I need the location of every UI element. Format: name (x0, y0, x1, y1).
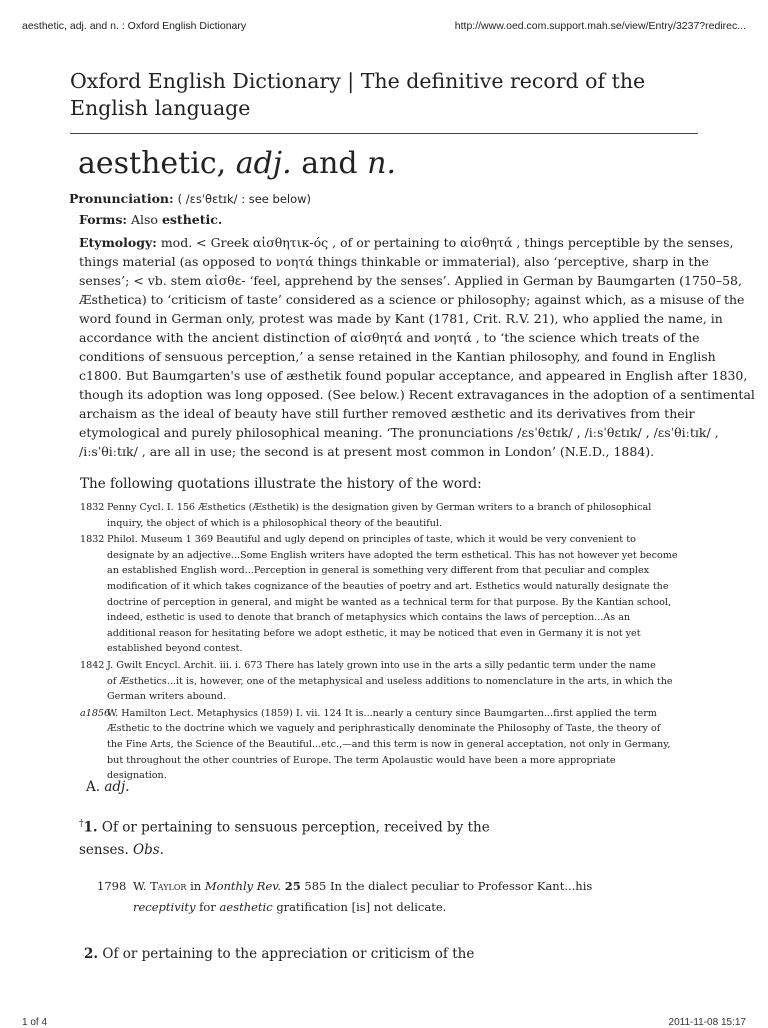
pronunciation (69, 191, 311, 206)
quotation-line: established beyond contest. (107, 643, 243, 655)
quotation-year: 1842 (80, 659, 105, 671)
sense-1 (79, 813, 490, 861)
quotation-source: Monthly Rev. (204, 879, 282, 893)
quotation-year: a1856 (80, 707, 111, 719)
headword (78, 146, 396, 181)
etymology-line: Etymology: mod. < Greek αἰσθητικ-ός , of or pertaining to αἰσθητά , things perceptible by the senses, (79, 235, 734, 250)
quotation-line: Penny Cycl. I. 156 Æsthetics (Æsthetik) is the designation given by German writers to a branch of philosophical (107, 502, 652, 513)
print-timestamp: 2011-11-08 15:17 (668, 1017, 746, 1028)
etymology-line: accordance with the ancient distinction of αἰσθητά and νοητά , to ‘the science which treats of the (79, 330, 700, 345)
quotation-volume: 25 (284, 879, 301, 893)
sense-1-definition-cont: senses. (79, 841, 129, 858)
sense-1-definition: Of or pertaining to sensuous perception, received by the (101, 819, 490, 836)
quotation-item (80, 658, 690, 705)
quotation-line: indeed, esthetic is used to denote that branch of metaphysics which contains the laws of perception...As an (107, 612, 631, 624)
quotations-list (80, 500, 690, 785)
pronunciation-value: ( /ɛsˈθɛtɪk/ : see below) (177, 192, 312, 206)
etymology-line: /iːsˈθiːtɪk/ , are all in use; the second is at present most common in London’ (N.E.D., 1884). (79, 444, 655, 459)
browser-url[interactable]: http://www.oed.com.support.mah.se/view/Entry/3237?redirec... (454, 20, 746, 32)
sense-2 (84, 946, 474, 962)
quotations-intro: The following quotations illustrate the history of the word: (80, 476, 482, 492)
pronunciation-label: Pronunciation: (69, 191, 174, 206)
forms-label: Forms: (79, 212, 127, 227)
site-title: Oxford English Dictionary | The definitive record of the English language (70, 69, 646, 120)
quotation-line: designation. (107, 770, 167, 782)
forms-value: esthetic. (161, 212, 223, 227)
etymology-line: c1800. But Baumgarten's use of æsthetik found popular acceptance, and appeared in English after 1830, (79, 368, 748, 383)
quotation-line: inquiry, the object of which is a philosophical theory of the beautiful. (107, 517, 443, 529)
browser-page-title: aesthetic, adj. and n. : Oxford English Dictionary (22, 20, 247, 32)
headword-and: and (301, 146, 358, 181)
pos-adj: adj. (235, 146, 292, 181)
etymology-line: senses’; < vb. stem αἰσθε- ‘feel, apprehend by the senses’. Applied in German by Baumgarten (1750–58, (79, 273, 742, 288)
pos-noun: n. (367, 146, 397, 181)
divider (70, 133, 698, 134)
quotation-line: designate by an adjective...Some English writers have adopted the term esthetical. This has not however yet become (107, 549, 678, 561)
forms-also: Also (130, 212, 158, 227)
etymology-line: things material (as opposed to νοητά things thinkable or immaterial), also ‘perceptive, sharp in the (79, 254, 709, 269)
quotation-line: Philol. Museum 1 369 Beautiful and ugly depend on principles of taste, which it would be very convenient to (107, 534, 636, 546)
quotation-line: an established English word...Perception in general is something very different from that peculiar and complex (107, 565, 650, 577)
obsolete-dagger-icon: † (79, 819, 84, 829)
quotation-line: doctrine of perception in general, and might be wanted as a technical term for that purpose. By the Kantian school, (107, 596, 672, 608)
etymology-label: Etymology: (79, 235, 157, 250)
quotation-line: of Æsthetics...it is, however, one of the metaphysical and useless additions to nomenclature in the arts, in which the (107, 675, 673, 687)
quotation-line: additional reason for hesitating before we adopt esthetic, it may be noticed that even in Germany it is not yet (107, 627, 641, 639)
quotation-author: W. Taylor (133, 879, 187, 893)
quotation-item (80, 706, 690, 784)
quotation-year: 1798 (97, 879, 127, 893)
forms (79, 212, 222, 227)
quotation-page: 585 (304, 879, 327, 893)
etymology-line: archaism as the ideal of beauty have still further removed æsthetic and its derivatives from their (79, 406, 695, 421)
sense-2-definition: Of or pertaining to the appreciation or criticism of the (102, 946, 475, 962)
quotation-line: Æsthetic to the doctrine which we vaguely and periphrastically denominate the Philosophy of Taste, the theory of (107, 723, 661, 735)
quotation-item (80, 500, 690, 531)
quotation-line: the Fine Arts, the Science of the Beautiful...etc.,—and this term is now in general acceptation, not only in Germany, (107, 738, 671, 750)
etymology-line: though its adoption was long opposed. (See below.) Recent extravagances in the adoption of a sentimental (79, 387, 755, 402)
sense-a-label: A. (86, 779, 101, 795)
etymology-line: etymological and purely philosophical meaning. ‘The pronunciations /ɛsˈθɛtɪk/ , /iːsˈθɛtɪk/ , /ɛsˈθiːtɪk/ , (79, 425, 719, 440)
etymology (79, 233, 755, 461)
etymology-line: word found in German only, protest was made by Kant (1781, Crit. R.V. 21), who applied the name, in (79, 311, 723, 326)
sense-a-heading (86, 779, 130, 795)
sense-1-number: 1. (83, 819, 98, 836)
sense-1-obs: Obs. (133, 841, 164, 858)
sense-a-pos: adj. (104, 779, 130, 795)
quotation-line: but throughout the other countries of Europe. The term Apolaustic would have been a more appropriate (107, 754, 616, 766)
quotation-line: German writers abound. (107, 691, 227, 703)
etymology-line: Æsthetica) to ‘criticism of taste’ considered as a science or philosophy; against which, as a misuse of the (79, 292, 745, 307)
quotation-line: J. Gwilt Encycl. Archit. iii. i. 673 There has lately grown into use in the arts a silly pedantic term under the name (107, 659, 656, 671)
etymology-line: conditions of sensuous perception,’ a sense retained in the Kantian philosophy, and found in English (79, 349, 716, 364)
quotation-line: W. Hamilton Lect. Metaphysics (1859) I. vii. 124 It is...nearly a century since Baumgarten...first applied the term (107, 707, 657, 719)
quotation-year: 1832 (80, 534, 105, 546)
quotation-year: 1832 (80, 502, 105, 513)
quotation-text: In the dialect peculiar to Professor Kant...his (329, 879, 593, 893)
headword-text: aesthetic, (78, 146, 227, 181)
quotation-line: modification of it which takes cognizance of the beauties of poetry and art. Esthetics would naturally designate the (107, 580, 669, 592)
page-number: 1 of 4 (22, 1017, 48, 1028)
quotation-item (80, 532, 690, 657)
sense-1-quotation: 1798 W. Taylor in Monthly Rev. 25 585 In the dialect peculiar to Professor Kant...his receptivity for aesthetic gratification [is] not delicate. (97, 876, 592, 918)
sense-2-number: 2. (84, 946, 99, 962)
